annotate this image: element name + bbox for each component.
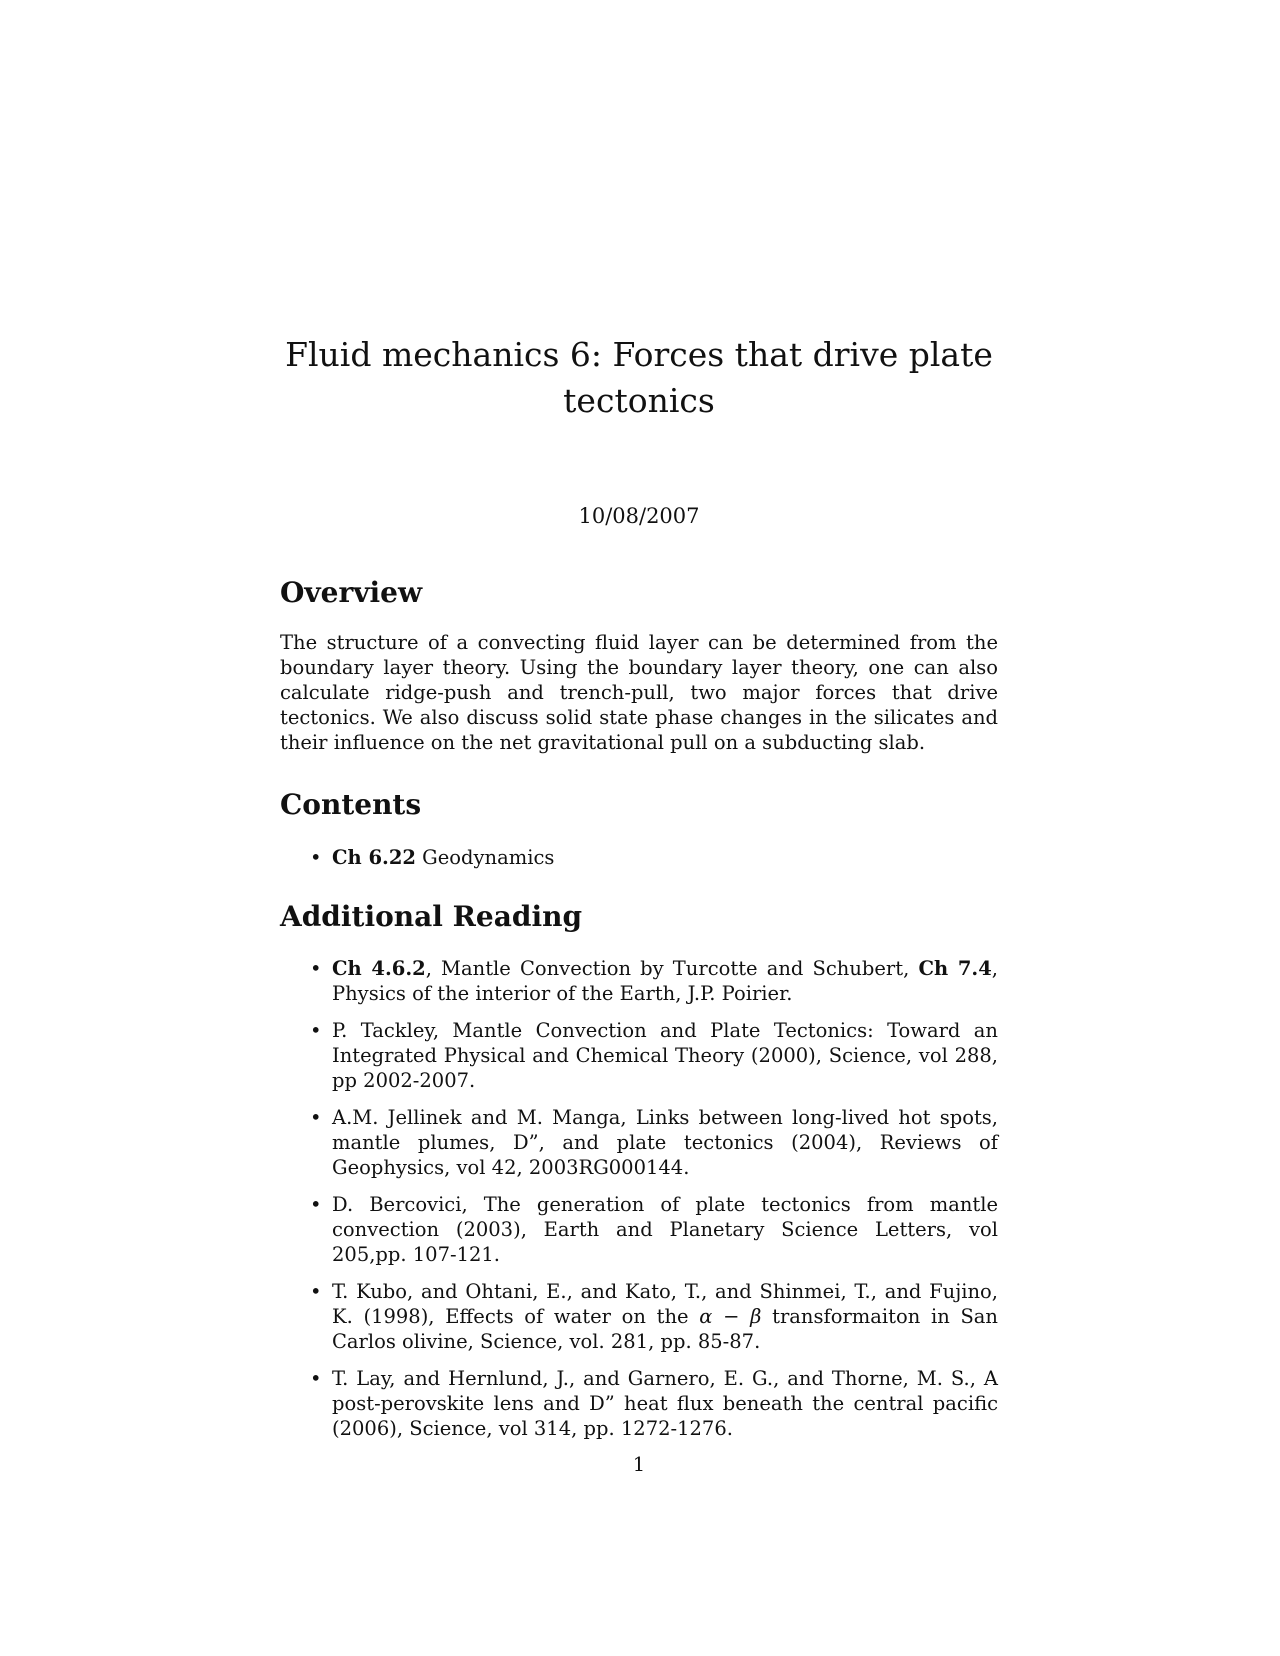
- reference-text: T. Kubo, and Ohtani, E., and Kato, T., and Shinmei, T., and Fujino, K. (1998), Effects of water on the: [332, 1280, 998, 1328]
- bullet-icon: •: [310, 1193, 322, 1216]
- bullet-icon: •: [310, 1106, 322, 1129]
- chapter-ref: Ch 4.6.2: [332, 957, 426, 980]
- reference-text: transformaiton in San Carlos olivine, Science, vol. 281, pp. 85-87.: [332, 1305, 998, 1353]
- list-item: [280, 1018, 998, 1093]
- additional-reading-list: [280, 956, 998, 1453]
- bullet-icon: •: [310, 1019, 322, 1042]
- additional-reading-heading: Additional Reading: [280, 900, 583, 933]
- chapter-title: Geodynamics: [415, 846, 555, 869]
- reference-text: T. Lay, and Hernlund, J., and Garnero, E. G., and Thorne, M. S., A post-perovskite lens and D” heat flux beneath the central pacific (2006), Science, vol 314, pp. 1272-1276.: [332, 1367, 998, 1440]
- reference-text: P. Tackley, Mantle Convection and Plate Tectonics: Toward an Integrated Physical and Chemical Theory (2000), Science, vol 288, pp 2002-2007.: [332, 1019, 998, 1092]
- page-number: 1: [632, 1453, 646, 1476]
- bullet-icon: •: [310, 957, 322, 980]
- list-item: [280, 1279, 998, 1354]
- bullet-icon: •: [310, 846, 322, 869]
- contents-heading: Contents: [280, 788, 422, 821]
- document-title: Fluid mechanics 6: Forces that drive plate tectonics: [285, 335, 993, 420]
- contents-list: [280, 845, 998, 882]
- reference-text: A.M. Jellinek and M. Manga, Links between long-lived hot spots, mantle plumes, D”, and plate tectonics (2004), Reviews of Geophysics, vol 42, 2003RG000144.: [332, 1106, 998, 1179]
- overview-paragraph: The structure of a convecting fluid layer can be determined from the boundary layer theory. Using the boundary layer theory, one can also calculate ridge-push and trench-pull, two major forces that drive tectonics. We also discuss solid state phase changes in the silicates and their influence on the net gravitational pull on a subducting slab.: [280, 631, 998, 754]
- list-item: [280, 956, 998, 1006]
- overview-heading: Overview: [280, 576, 423, 609]
- document-date: 10/08/2007: [578, 504, 700, 528]
- chapter-ref: Ch 6.22: [332, 846, 416, 869]
- document-page: [280, 0, 998, 1656]
- chapter-ref: Ch 7.4: [918, 957, 992, 980]
- reference-text: D. Bercovici, The generation of plate tectonics from mantle convection (2003), Earth and Planetary Science Letters, vol 205,pp. 107-121.: [332, 1193, 998, 1266]
- list-item: [280, 1105, 998, 1180]
- list-item: [280, 1366, 998, 1441]
- bullet-icon: •: [310, 1280, 322, 1303]
- math-expression: α − β: [699, 1305, 762, 1328]
- reference-text: , Physics of the interior of the Earth, J.P. Poirier.: [332, 957, 998, 1005]
- bullet-icon: •: [310, 1367, 322, 1390]
- list-item: [280, 845, 998, 870]
- list-item: [280, 1192, 998, 1267]
- reference-text: , Mantle Convection by Turcotte and Schubert,: [425, 957, 919, 980]
